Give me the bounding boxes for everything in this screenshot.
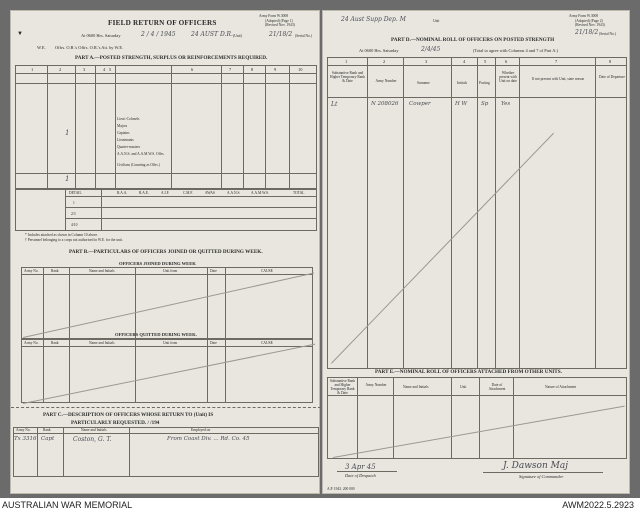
part-c-heading: PART C.—DESCRIPTION OF OFFICERS WHOSE RETURN TO (Unit) IS: [43, 412, 214, 418]
joined-col-unit: Unit from: [163, 269, 178, 273]
d-head-posting: Posting: [479, 81, 490, 85]
d-col-4: 4: [463, 59, 466, 64]
total-note: (Total to agree with Columns 4 and 7 of Part A.): [473, 48, 558, 53]
joined-col-date: Date: [210, 269, 217, 273]
serial-label: (Serial No.): [295, 34, 312, 38]
d-col-7: 7: [555, 59, 558, 64]
col-8: 8: [251, 67, 254, 72]
right-page: [322, 10, 630, 494]
institution-label: AUSTRALIAN WAR MEMORIAL: [2, 500, 133, 510]
col-3: 3: [83, 67, 86, 72]
c-col-rank: Rank: [43, 428, 51, 432]
col-2: 2: [59, 67, 62, 72]
rank-qm: Quarter-masters: [117, 145, 141, 149]
quitted-col-name: Name and Initials: [89, 341, 115, 345]
col-4: 4: [103, 67, 106, 72]
rank-aans: A.A.N.S. and A.A.M.W.S. Offrs.: [117, 152, 165, 156]
d-col-5: 5: [484, 59, 487, 64]
d-entry-posting: Sp: [481, 101, 489, 107]
col-5: 5: [109, 67, 112, 72]
we-label: W.E.: [37, 45, 46, 50]
e-head-date: Date of Attachment: [488, 383, 506, 391]
handwritten-unit: 24 AUST D.R.: [191, 31, 233, 38]
right-date-line: At 0600 Hrs. Saturday: [359, 48, 399, 53]
d-col-6: 6: [505, 59, 508, 64]
adopted-label: (Adopted) (Page 1): [265, 19, 293, 23]
right-serial-hand: 21/18/2: [575, 29, 599, 36]
d-entry-present: Yes: [501, 101, 511, 107]
we-values: Offrs. O.R.'s Offrs. O.R.'s Att. by W.E.: [55, 45, 124, 50]
part-a-heading: PART A.—POSTED STRENGTH, SURPLUS OR REINFORCEMENTS REQUIRED.: [75, 55, 268, 61]
hand-count-2: 1: [65, 175, 70, 183]
footnote-1: * Includes attached as shown in Column 10 above.: [25, 233, 98, 237]
e-head-unit: Unit: [460, 385, 467, 389]
part-c-subheading: PARTICULARLY REQUESTED. / /194: [71, 420, 160, 426]
hand-count-1: 1: [65, 129, 70, 137]
revised-label: (Revised Nov. 1943): [265, 23, 295, 27]
joined-heading: OFFICERS JOINED DURING WEEK: [119, 261, 196, 266]
despatch-label: Date of Despatch: [345, 473, 376, 478]
e-head-rank: Substantive Rank and Higher Temporary Rank & Date: [329, 379, 356, 395]
rank-captain: Captains: [117, 131, 130, 135]
right-revised: (Revised Nov. 1943): [575, 23, 605, 27]
date-line-label: At 0600 Hrs. Saturday: [81, 33, 121, 38]
c-entry-employed: From Coast Div. ... Rd. Co. 45: [167, 436, 250, 442]
part-b-heading: PART B.—PARTICULARS OF OFFICERS JOINED OR QUITTED DURING WEEK.: [69, 249, 263, 255]
quitted-col-cause: CAUSE: [261, 341, 273, 345]
e-head-army-no: Army Number: [365, 383, 387, 387]
left-page: [10, 10, 320, 494]
arms-awas: AWAS: [205, 191, 215, 195]
quitted-col-rank: Rank: [51, 341, 59, 345]
handwritten-serial: 21/18/2: [269, 31, 293, 38]
handwritten-date: 2 / 4 / 1945: [141, 31, 176, 38]
printer-imprint: A.P. 1943. 200 000: [327, 487, 355, 491]
unit-label: (Unit): [233, 34, 242, 38]
signature-label: Signature of Commander: [519, 474, 564, 479]
corner-arrow-icon: ▼: [17, 31, 23, 37]
c-entry-army-no: Tx 3316: [14, 436, 37, 442]
right-adopted: (Adopted) (Page 2): [575, 19, 603, 23]
d-head-departure: Date of Departure: [599, 75, 625, 79]
d-head-reason: If not present with Unit, state reason: [531, 77, 585, 81]
c-col-name: Name and Initials: [81, 428, 107, 432]
joined-col-name: Name and Initials: [89, 269, 115, 273]
col-9: 9: [274, 67, 277, 72]
right-date-hand: 2/4/45: [421, 46, 441, 53]
d-head-surname: Surname: [417, 81, 430, 85]
col-6: 6: [191, 67, 194, 72]
d-col-3: 3: [425, 59, 428, 64]
joined-col-rank: Rank: [51, 269, 59, 273]
form-title: FIELD RETURN OF OFFICERS: [108, 19, 217, 27]
rank-major: Majors: [117, 124, 128, 128]
arms-total: TOTAL: [293, 191, 305, 195]
quitted-col-unit: Unit from: [163, 341, 178, 345]
d-entry-surname: Cowper: [409, 101, 431, 107]
c-col-army-no: Army No.: [16, 428, 31, 432]
rank-lieutenant: Lieutenants: [117, 138, 134, 142]
right-army-form: Army Form W.3008: [569, 14, 599, 18]
e-head-name: Name and Initials: [403, 385, 429, 389]
c-entry-rank: Capt: [41, 436, 55, 442]
despatch-hand: 3 Apr 45: [345, 463, 376, 471]
right-unit-label: Unit: [433, 19, 440, 23]
rank-civilians: Civilians (Counting as Offrs.): [117, 163, 160, 167]
part-e-table: [327, 377, 627, 459]
d-col-1: 1: [345, 59, 348, 64]
c-col-employed: Employed on: [191, 428, 211, 432]
part-c-table: [13, 427, 319, 477]
e-head-nature: Nature of Attachment: [545, 385, 577, 389]
army-form-label: Army Form W.3008: [259, 14, 289, 18]
arms-row-2: 2/3: [71, 212, 76, 216]
d-head-army-no: Army Number: [375, 79, 397, 83]
c-entry-name: Coston, G. T.: [73, 436, 112, 443]
arms-aamws: A.A.M.W.S.: [251, 191, 269, 195]
right-serial-label: (Serial No.): [599, 32, 616, 36]
quitted-col-date: Date: [210, 341, 217, 345]
arms-cmf: C.M.F.: [183, 191, 193, 195]
right-unit-hand: 24 Aust Supp Dep. M: [341, 16, 406, 23]
d-col-2: 2: [383, 59, 386, 64]
arms-row-1: 1: [73, 201, 75, 205]
footnote-2: † Personnel belonging to a corps not authorised in W.E. for the unit.: [25, 238, 123, 242]
d-entry-rank: Lt: [331, 101, 338, 108]
d-col-8: 8: [609, 59, 612, 64]
arms-aans: A.A.N.S.: [227, 191, 241, 195]
col-10: 10: [298, 67, 303, 72]
quitted-col-army-no: Army No.: [24, 341, 39, 345]
part-d-heading: PART D.—NOMINAL ROLL OF OFFICERS ON POSTED STRENGTH: [391, 37, 555, 43]
rank-lt-col: Lieut.-Colonels: [117, 117, 140, 121]
d-head-rank: Substantive Rank and Higher Temporary Rank & Date: [329, 71, 365, 83]
d-head-present: Whether present with Unit on date: [499, 71, 517, 83]
d-entry-army-no: N 208026: [371, 101, 399, 107]
d-entry-initials: H W: [455, 101, 468, 107]
reference-number: AWM2022.5.2923: [562, 500, 634, 510]
d-head-initials: Initials: [457, 81, 467, 85]
joined-col-army-no: Army No.: [24, 269, 39, 273]
joined-col-cause: CAUSE: [261, 269, 273, 273]
arms-rae: R.A.E.: [139, 191, 149, 195]
arms-row-3: 4/10: [71, 223, 78, 227]
arms-aif: A.I.F.: [161, 191, 170, 195]
part-e-heading: PART E.—NOMINAL ROLL OF OFFICERS ATTACHED FROM OTHER UNITS.: [375, 369, 562, 375]
quitted-heading: OFFICERS QUITTED DURING WEEK.: [115, 332, 197, 337]
arms-detail: DETAIL: [69, 191, 82, 195]
arms-raa: R.A.A.: [117, 191, 128, 195]
signature-hand: J. Dawson Maj: [503, 461, 568, 471]
col-7: 7: [229, 67, 232, 72]
col-1: 1: [31, 67, 34, 72]
